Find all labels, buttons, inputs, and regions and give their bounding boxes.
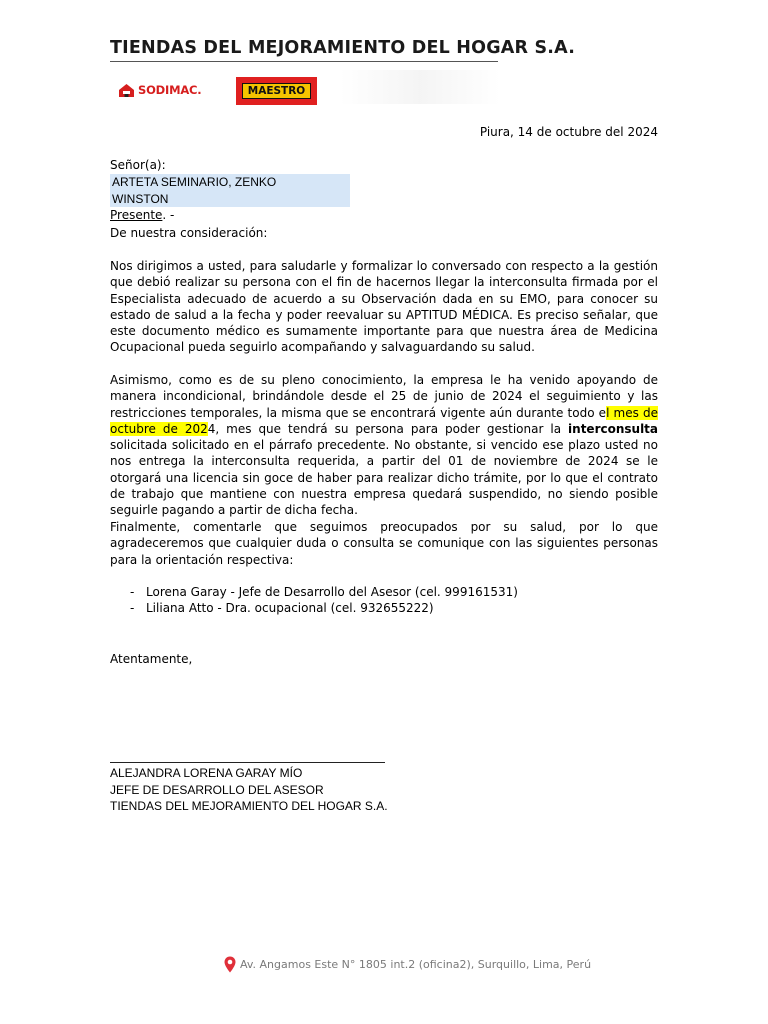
faded-logo-area [340, 70, 500, 104]
maestro-logo-text: MAESTRO [242, 83, 311, 99]
title-underline [110, 61, 498, 62]
contact-text: Lorena Garay - Jefe de Desarrollo del Asesor (cel. 999161531) [146, 585, 518, 599]
footer-address-text: Av. Angamos Este N° 1805 int.2 (oficina2), Surquillo, Lima, Perú [240, 958, 592, 971]
recipient-name: ARTETA SEMINARIO, ZENKO WINSTON [110, 174, 350, 207]
sodimac-logo [118, 80, 201, 100]
sodimac-logo-text: SODIMAC. [138, 83, 202, 97]
list-item [130, 584, 518, 600]
contact-text: Liliana Atto - Dra. ocupacional (cel. 932655222) [146, 601, 434, 616]
list-item [130, 600, 518, 616]
paragraph-2 [110, 372, 658, 519]
paragraph-2-part-2: 4, mes que tendrá su persona para poder gestionar la [207, 421, 569, 436]
list-marker: - [130, 585, 135, 599]
address-block [110, 157, 658, 223]
signature-line [110, 762, 385, 763]
greeting: De nuestra consideración: [110, 226, 268, 240]
signer-company: TIENDAS DEL MEJORAMIENTO DEL HOGAR S.A. [110, 799, 388, 813]
paragraph-1: Nos dirigimos a usted, para saludarle y formalizar lo conversado con respecto a la gestión que debió realizar su persona con el fin de hacernos llegar la interconsulta firmada por el Especialista adecuado de acuerdo a su Observación dada en su EMO, para conocer su estado de salud a la fecha y poder reevaluar su APTITUD MÉDICA. Es preciso señalar, que este documento médico es sumamente importante para que nuestra área de Medicina Ocupacional pueda seguirlo acompañando y salvaguardando su salud. [110, 259, 658, 355]
signer-role: JEFE DE DESARROLLO DEL ASESOR [110, 782, 324, 797]
date-line: Piura, 14 de octubre del 2024 [479, 125, 658, 139]
contact-list [130, 584, 518, 617]
location-pin-icon [224, 956, 236, 973]
signer-name: ALEJANDRA LORENA GARAY MÍO [110, 766, 303, 780]
company-title: TIENDAS DEL MEJORAMIENTO DEL HOGAR S.A. [110, 38, 576, 58]
maestro-logo [236, 77, 317, 105]
paragraph-2-part-3: solicitada solicitado en el párrafo precedente. No obstante, si vencido ese plazo usted no nos entrega la interconsulta requerida, a partir del 01 de noviembre de 2024 se le otorgará una licencia sin goce de haber para realizar dicho trámite, por lo que el contrato de trabajo que mantiene con nuestra empresa quedará suspendido, no siendo posible seguirle pagando a partir de dicha fecha. [110, 438, 658, 518]
presente-suffix: . - [162, 207, 175, 222]
presente-line [110, 207, 658, 223]
list-marker: - [130, 601, 135, 616]
highlighted-deadline: l mes de octubre de 202 [110, 405, 658, 436]
signature-block [110, 765, 388, 815]
interconsulta-bold: interconsulta [568, 421, 659, 436]
footer-address [224, 956, 591, 973]
closing: Atentamente, [110, 652, 193, 666]
paragraph-2-part-1: Asimismo, como es de su pleno conocimiento, la empresa le ha venido apoyando de manera incondicional, brindándole desde el 25 de junio de 2024 el seguimiento y las restricciones temporales, la misma que se encontrará vigente aún durante todo e [110, 373, 658, 420]
presente-word: Presente [110, 207, 163, 222]
sodimac-house-icon [118, 83, 135, 98]
paragraph-3: Finalmente, comentarle que seguimos preocupados por su salud, por lo que agradeceremos que cualquier duda o consulta se comunique con las siguientes personas para la orientación respectiva: [110, 520, 658, 567]
salutation: Señor(a): [110, 158, 166, 172]
